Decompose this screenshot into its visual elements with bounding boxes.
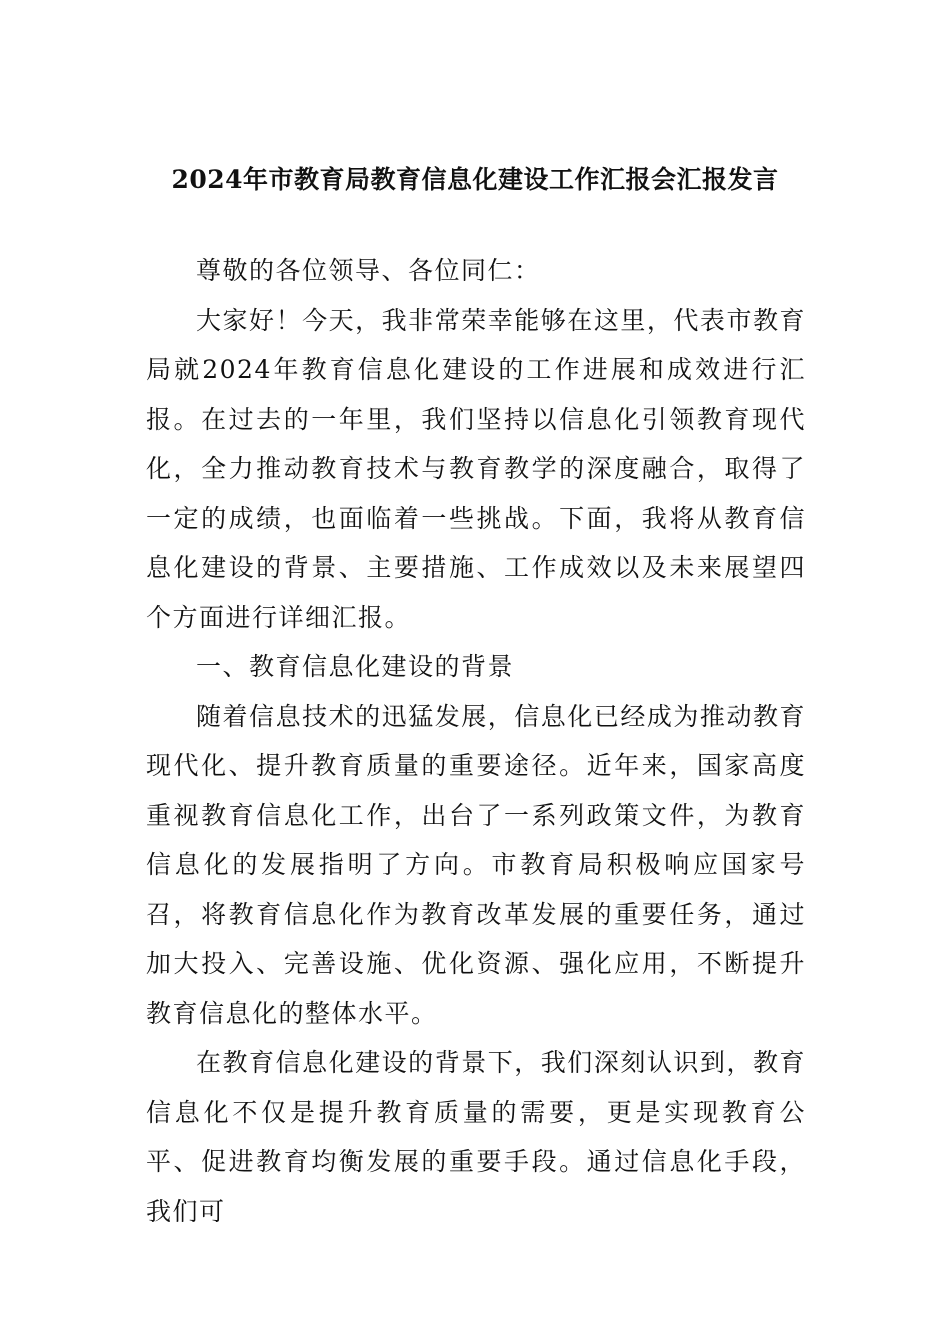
document-body (146, 246, 806, 1236)
salutation-paragraph: 尊敬的各位领导、各位同仁： (196, 256, 541, 285)
document-title: 2024年市教育局教育信息化建设工作汇报会汇报发言 (171, 165, 779, 194)
section-heading-background: 一、教育信息化建设的背景 (196, 652, 515, 681)
background-paragraph-continued: 在教育信息化建设的背景下，我们深刻认识到，教育信息化不仅是提升教育质量的需要，更是实现教育公平、促进教育均衡发展的重要手段。通过信息化手段，我们可 (146, 1048, 806, 1226)
background-paragraph: 随着信息技术的迅猛发展，信息化已经成为推动教育现代化、提升教育质量的重要途径。近年来，国家高度重视教育信息化工作，出台了一系列政策文件，为教育信息化的发展指明了方向。市教育局积极响应国家号召，将教育信息化作为教育改革发展的重要任务，通过加大投入、完善设施、优化资源、强化应用，不断提升教育信息化的整体水平。 (146, 701, 806, 1028)
introduction-paragraph: 大家好！今天，我非常荣幸能够在这里，代表市教育局就2024年教育信息化建设的工作进展和成效进行汇报。在过去的一年里，我们坚持以信息化引领教育现代化，全力推动教育技术与教育教学的深度融合，取得了一定的成绩，也面临着一些挑战。下面，我将从教育信息化建设的背景、主要措施、工作成效以及未来展望四个方面进行详细汇报。 (146, 305, 806, 632)
